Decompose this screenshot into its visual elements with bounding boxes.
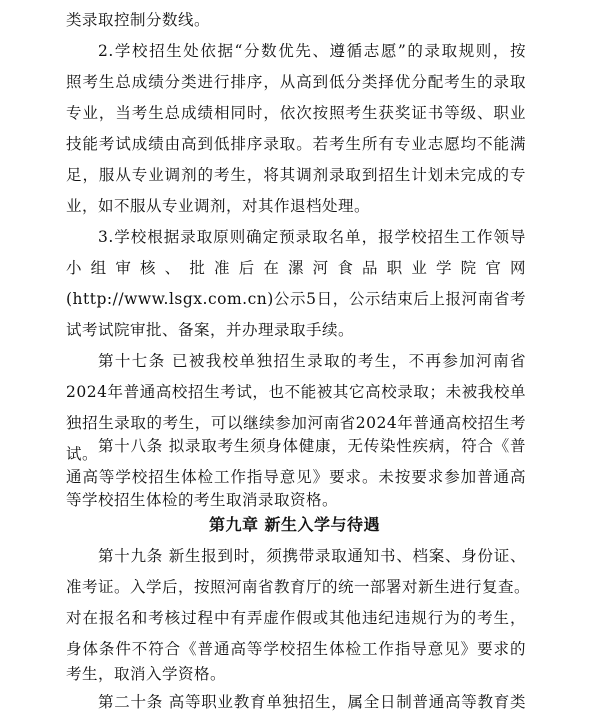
text-line-8: 3.学校根据录取原则确定预录取名单，报学校招生工作领导: [98, 228, 526, 246]
text-line-6: 足，服从专业调剂的考生，将其调剂录取到招生计划未完成的专: [66, 166, 526, 184]
text-line-2: 2.学校招生处依据“分数优先、遵循志愿”的录取规则，按: [98, 42, 526, 60]
text-line-10: (http://www.lsgx.com.cn)公示5日，公示结束后上报河南省考: [66, 290, 526, 308]
text-line-13: 2024年普通高校招生考试，也不能被其它高校录取；未被我校单: [66, 383, 526, 401]
text-line-5: 技能考试成绩由高到低排序录取。若考生所有专业志愿均不能满: [66, 135, 526, 153]
text-line-3: 照考生总成绩分类进行排序，从高到低分类择优分配考生的录取: [66, 73, 526, 91]
text-line-11: 试考试院审批、备案，并办理录取手续。: [66, 321, 355, 339]
text-line-7: 业，如不服从专业调剂，对其作退档处理。: [66, 197, 371, 215]
text-line-12: 第十七条 已被我校单独招生录取的考生，不再参加河南省: [98, 352, 526, 370]
text-line-1: 类录取控制分数线。: [66, 11, 211, 29]
text-line-9: 小组审核、批准后在漯河食品职业学院官网: [66, 259, 526, 277]
text-line-19: 第十九条 新生报到时，须携带录取通知书、档案、身份证、: [98, 547, 526, 565]
chapter-heading: 第九章 新生入学与待遇: [208, 515, 381, 534]
text-line-22: 身体条件不符合《普通高等学校招生体检工作指导意见》要求的: [66, 640, 526, 658]
text-line-14: 独招生录取的考生，可以继续参加河南省2024年普通高校招生考: [66, 414, 526, 432]
text-line-16: 第十八条 拟录取考生须身体健康，无传染性疾病，符合《普: [98, 437, 526, 455]
text-line-4: 专业，当考生总成绩相同时，依次按照考生获奖证书等级、职业: [66, 104, 526, 122]
text-line-17: 通高等学校招生体检工作指导意见》要求。未按要求参加普通高: [66, 468, 526, 486]
text-line-15: 试。: [66, 445, 99, 463]
text-line-23: 考生，取消入学资格。: [66, 665, 227, 683]
text-line-21: 对在报名和考核过程中有弄虚作假或其他违纪违规行为的考生，: [66, 609, 526, 627]
text-line-20: 准考证。入学后，按照河南省教育厅的统一部署对新生进行复查。: [66, 578, 531, 596]
text-line-18: 等学校招生体检的考生取消录取资格。: [66, 491, 339, 509]
text-line-24: 第二十条 高等职业教育单独招生，属全日制普通高等教育类: [98, 693, 526, 711]
